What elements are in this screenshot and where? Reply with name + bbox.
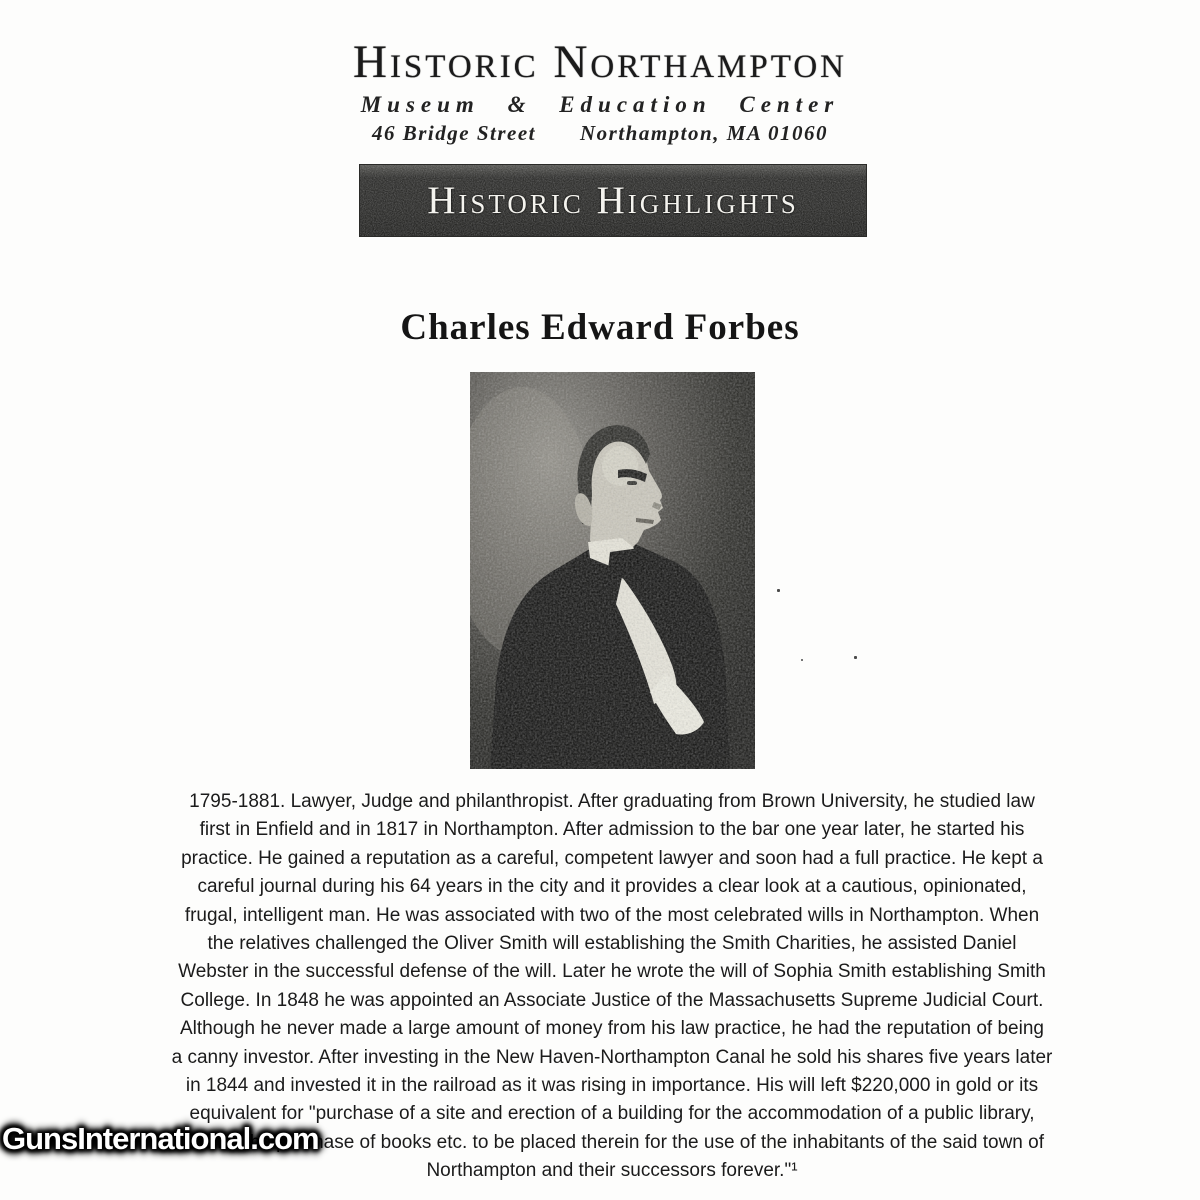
article-title: Charles Edward Forbes xyxy=(400,307,800,348)
article-body-line: College. In 1848 he was appointed an Associate Justice of the Massachusetts Supreme Judicial Court. xyxy=(180,989,1044,1011)
banner-title: Historic Highlights xyxy=(427,179,799,222)
organization-name: Historic Northampton xyxy=(353,36,847,88)
historic-highlights-banner xyxy=(360,165,866,236)
organization-subtitle: Museum & Education Center xyxy=(360,92,840,118)
article-body-line: in 1844 and invested it in the railroad as it was rising in importance. His will left $220,000 in gold or its xyxy=(185,1075,1039,1097)
article-body-line: practice. He gained a reputation as a careful, competent lawyer and soon had a full practice. He kept a xyxy=(181,847,1043,869)
portrait-illustration xyxy=(470,372,755,769)
letterhead xyxy=(0,38,1200,146)
organization-address xyxy=(0,121,1200,146)
article-body-line: careful journal during his 64 years in the city and it provides a clear look at a cautious, opinionated, xyxy=(197,876,1027,898)
portrait-grain-overlay xyxy=(470,372,755,769)
scan-speck xyxy=(801,659,803,661)
article-body-line: first in Enfield and in 1817 in Northampton. After admission to the bar one year later, he started his xyxy=(199,819,1025,841)
article-body-line: 1795-1881. Lawyer, Judge and philanthropist. After graduating from Brown University, he studied law xyxy=(189,791,1035,812)
article-body-line: Although he never made a large amount of money from his law practice, he had the reputation of being xyxy=(180,1018,1044,1040)
address-street: 46 Bridge Street xyxy=(372,121,536,146)
scan-speck xyxy=(777,589,780,592)
article-body-line: the relatives challenged the Oliver Smith will establishing the Smith Charities, he assisted Daniel xyxy=(207,933,1017,955)
article-body-line: frugal, intelligent man. He was associated with two of the most celebrated wills in Northampton. When xyxy=(184,904,1040,926)
scan-speck xyxy=(854,656,857,659)
article-body-line: equivalent for "purchase of a site and erection of a building for the accommodation of a public library, xyxy=(189,1103,1035,1125)
article-body-line: and for the purchase of books etc. to be placed therein for the use of the inhabitants of the said town of xyxy=(179,1131,1044,1153)
address-city-state-zip: Northampton, MA 01060 xyxy=(580,121,828,146)
watermark-text: GunsInternational.com xyxy=(2,1121,319,1156)
article-body-line: a canny investor. After investing in the New Haven-Northampton Canal he sold his shares five years later xyxy=(171,1046,1053,1068)
portrait-image xyxy=(470,372,755,769)
article-body-line: Northampton and their successors forever."¹ xyxy=(426,1160,798,1182)
article-body-line: Webster in the successful defense of the will. Later he wrote the will of Sophia Smith establishing Smith xyxy=(178,961,1046,983)
